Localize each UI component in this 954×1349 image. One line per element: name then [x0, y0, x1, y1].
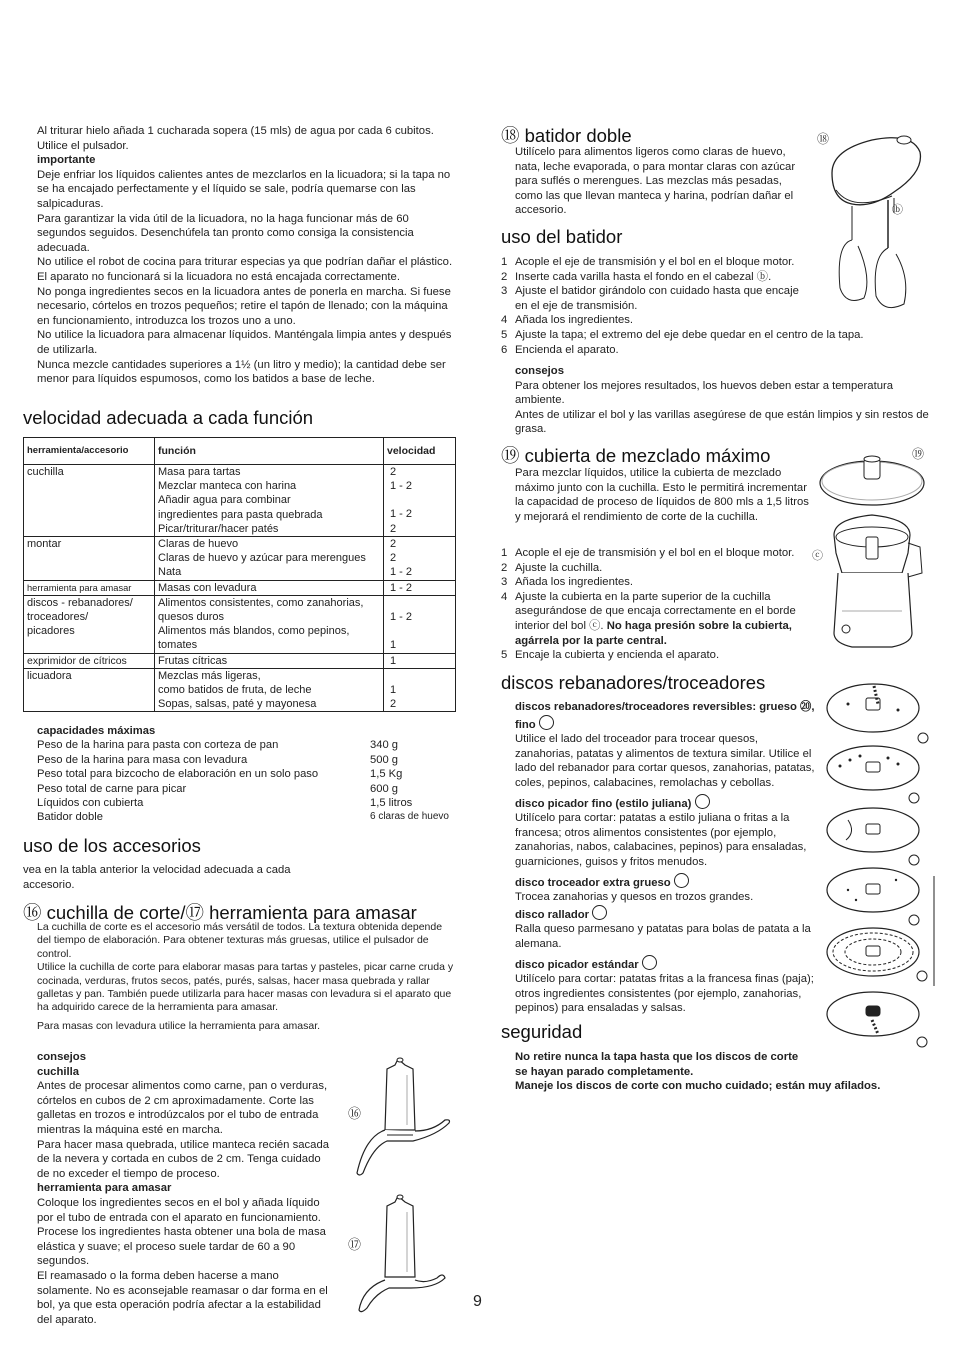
capacity-label: Peso total para bizcocho de elaboración en un solo paso: [37, 768, 319, 781]
function-line: ingredientes para pasta quebrada: [158, 508, 323, 521]
table-header-row: [24, 438, 456, 465]
important-line: No utilice la licuadora para almacenar líquidos. Manténgala limpia antes y después de utilizarla.: [37, 329, 452, 356]
function-cell: [155, 668, 384, 712]
blade-heading: ⑯ cuchilla de corte/⑰ herramienta para amasar: [23, 902, 417, 923]
disc-title: [515, 955, 815, 973]
step-text: [515, 590, 817, 648]
disc-text: Utilícelo para cortar: patatas fritas a la francesa finas (paja); otros ingredientes consistentes (por ejemplo, zanahorias, pepinos) para ensaladas y salsas.: [515, 973, 814, 1015]
discs-illustration: [818, 680, 938, 1060]
step-number: 3: [501, 285, 508, 298]
disc-extra-thick-icon: [827, 808, 919, 865]
tool-cell: herramienta para amasar: [24, 580, 155, 595]
list-item: [501, 343, 891, 358]
speed-line: 2: [390, 466, 397, 478]
capacities-block: [37, 724, 455, 825]
intro-line: Al triturar hielo añada 1 cucharada sopera (15 mls) de agua por cada 6 cubitos.: [37, 125, 434, 137]
important-line: Deje enfriar los líquidos calientes antes de mezclarlos en la licuadora; si la tapa no se ha encajado perfectamente y el líquido se sale, podría quemarse con las salpicaduras.: [37, 168, 451, 210]
speed-table: [23, 437, 456, 712]
step-warning: No haga presión sobre la cubierta, agárrela por la parte central.: [515, 619, 792, 647]
disc-standard-chipper-icon: [827, 928, 927, 981]
label-17: ⑰: [348, 1237, 362, 1252]
step-text: Añada los ingredientes.: [515, 576, 634, 589]
function-cell: [155, 537, 384, 581]
tool-cell: cuchilla: [24, 465, 155, 537]
disc-julienne-icon: [827, 746, 919, 803]
function-line: Alimentos más blandos, como pepinos,: [158, 625, 350, 638]
speed-cell: [384, 668, 456, 712]
speed-line: [390, 669, 452, 683]
function-line: tomates: [158, 639, 198, 652]
disc-title: [515, 873, 815, 891]
tips-text: Para hacer masa quebrada, utilice manteca recién sacada de la nevera y cortada en cubos de 2 cm. Tenga cuidado de no exceder el tiempo de proceso.: [37, 1138, 330, 1180]
capacity-value: 1,5 litros: [370, 797, 413, 810]
speed-line: 2: [390, 698, 397, 711]
function-line: Picar/triturar/hacer patés: [158, 522, 279, 535]
speed-line: 1 - 2: [390, 581, 413, 594]
speed-line: [390, 624, 452, 638]
speed-cell: [384, 465, 456, 537]
speed-line: 1: [390, 683, 397, 696]
function-line: Nata: [158, 566, 182, 579]
capacity-label: Peso de la harina para pasta con corteza de pan: [37, 739, 279, 752]
tool-cell: discos - rebanadores/ troceadores/ picadores: [24, 595, 155, 653]
disc-marker-icon: [674, 873, 689, 888]
step-text: Ajuste la cuchilla.: [515, 561, 603, 574]
list-item: [501, 546, 817, 561]
speed-cell: [384, 580, 456, 595]
speed-line: 1: [390, 654, 397, 667]
function-cell: [155, 653, 384, 668]
list-item: [501, 313, 891, 328]
disc-text: Ralla queso parmesano y patatas para bolas de patata a la alemana.: [515, 923, 811, 950]
disc-marker-icon: [592, 905, 607, 920]
table-row: [24, 668, 456, 712]
important-line: Nunca mezcle cantidades superiores a 1½ (un litro y medio); la cantidad debe ser menor para líquidos espumosos, como los batidos a base de leche.: [37, 358, 446, 386]
speed-line: 1 - 2: [390, 566, 413, 579]
disc-title-text: disco picador estándar: [515, 958, 639, 971]
safety-heading: seguridad: [501, 1021, 583, 1042]
whisk-text: Utilícelo para alimentos ligeros como claras de huevo, nata, leche evaporada, o para montar claras con azúcar para suflés o merengues. Las mezclas más pesadas, como las que llevan manteca y harina, podrían dañar el accesorio.: [515, 146, 796, 217]
function-line: Añadir agua para combinar: [158, 494, 291, 507]
list-item: [501, 255, 891, 270]
function-line: Claras de huevo y azúcar para merengues: [158, 552, 366, 565]
cutting-blade-icon: [345, 1055, 460, 1185]
disc-slicing-icon: [827, 992, 927, 1047]
step-text: Acople el eje de transmisión y el bol en el bloque motor.: [515, 256, 795, 268]
function-line: Frutas cítricas: [158, 654, 228, 667]
speed-line: [390, 493, 452, 507]
step-number: 3: [501, 576, 508, 589]
step-text: Inserte cada varilla hasta el fondo en el cabezal ⓑ.: [515, 270, 772, 283]
capacity-row: [37, 753, 455, 767]
list-item: [501, 284, 801, 313]
table-row: [24, 465, 456, 537]
safety-line: No retire nunca la tapa hasta que los discos de corte se hayan parado completamente.: [515, 1051, 799, 1078]
disc-marker-icon: [642, 955, 657, 970]
list-item: [501, 328, 891, 343]
capacity-label: Batidor doble: [37, 811, 103, 824]
intro-line: Utilice el pulsador.: [37, 139, 129, 152]
tips-text: Antes de procesar alimentos como carne, pan o verduras, córtelos en cubos de 2 cm aproximadamente. Corte las galletas en trozos e introdúzcalos por el tubo de entrada mientras la máquina esté en marcha.: [37, 1080, 328, 1136]
dough-tool-icon: [345, 1192, 460, 1322]
maxiblend-canopy-icon: [812, 443, 932, 658]
tips-text: El reamasado o la forma deben hacerse a mano solamente. No es aconsejable reamasar o dar forma en el bol, ya que esta operación podría afectar a la estabilidad del aparato.: [37, 1269, 328, 1326]
function-line: Mezclar manteca con harina: [158, 480, 297, 493]
disc-thick-thin-icon: [827, 684, 928, 743]
speed-cell: [384, 653, 456, 668]
important-line: El aparato no funcionará si la licuadora no está encajada correctamente.: [37, 270, 400, 283]
step-text: Ajuste el batidor girándolo con cuidado hasta que encaje en el eje de transmisión.: [515, 285, 799, 312]
tips-text: Coloque los ingredientes secos en el bol y añada líquido por el tubo de entrada con el aparato en funcionamiento. Procese los ingredientes hasta obtener una bola de masa elástica y suave; el proceso suele tardar de 60 a 90 segundos.: [37, 1196, 326, 1268]
disc-text: Utilícelo para cortar: patatas a estilo juliana o fritas a la francesa; otros alimentos consistentes (por ejemplo, zanahorias, nabos, calabacines, pepinos) para ensaladas, guarniciones, guisos y fritos menudos.: [515, 812, 807, 868]
capacity-row: [37, 796, 455, 810]
col-header-speed: velocidad: [384, 438, 456, 465]
speed-line: 1 - 2: [390, 508, 413, 521]
function-line: Sopas, salsas, paté y mayonesa: [158, 698, 317, 711]
discs-heading: discos rebanadores/troceadores: [501, 672, 766, 693]
disc-title-text: disco troceador extra grueso: [515, 876, 671, 889]
whisk-use-heading: uso del batidor: [501, 226, 623, 247]
disc-title-text: discos rebanadores/troceadores reversibles: grueso ⑳, fino: [515, 701, 815, 731]
speed-heading: velocidad adecuada a cada función: [23, 407, 314, 428]
step-number: 5: [501, 649, 508, 662]
list-item: [501, 648, 817, 663]
maxi-steps: [501, 546, 817, 663]
capacity-value: 600 g: [370, 782, 398, 795]
speed-line: 1 - 2: [390, 610, 413, 623]
page-number: 9: [473, 1293, 482, 1310]
step-number: 2: [501, 270, 508, 283]
step-number: 1: [501, 256, 508, 268]
capacity-label: Líquidos con cubierta: [37, 797, 144, 810]
function-cell: [155, 580, 384, 595]
tips-sub: cuchilla: [37, 1065, 80, 1078]
speed-line: [390, 596, 452, 610]
safety-block: [515, 1050, 895, 1094]
blade-tips: [37, 1050, 330, 1327]
discs-block: [515, 700, 815, 1016]
tips-heading: consejos: [37, 1051, 86, 1063]
table-row: [24, 537, 456, 581]
capacity-row: [37, 738, 455, 752]
capacity-row: [37, 782, 455, 796]
important-heading: importante: [37, 154, 96, 167]
intro-block: [37, 124, 455, 387]
capacity-value: 340 g: [370, 739, 398, 752]
label-b: ⓑ: [892, 204, 903, 216]
function-line: Claras de huevo: [158, 538, 239, 551]
label-18: ⑱: [817, 132, 830, 146]
label-c: ⓒ: [812, 550, 823, 562]
label-19: ⑲: [912, 447, 925, 461]
disc-text: Utilice el lado del troceador para trocear quesos, zanahorias, patatas y alimentos de textura similar. Utilice el lado del rebanador para cortar quesos, zanahorias, patatas, coles, pepinos, calabacines, remolachas y cebollas.: [515, 733, 815, 789]
blade-para: La cuchilla de corte es el accesorio más versátil de todos. La textura obtenida depende del tiempo de elaboración. Para obtener texturas más gruesas, utilice el pulsador de control.: [37, 921, 443, 960]
step-number: 6: [501, 343, 508, 356]
function-line: quesos duros: [158, 611, 225, 624]
function-line: Alimentos consistentes, como zanahorias,: [158, 596, 364, 609]
disc-marker-icon: [539, 715, 554, 730]
step-text-plain: Ajuste la cubierta en la parte superior de la cuchilla asegurándose de que encaja correctamente en el borde interior del bol ⓒ.: [515, 590, 796, 632]
step-number: 4: [501, 314, 508, 327]
disc-marker-icon: [695, 794, 710, 809]
blade-para: Utilice la cuchilla de corte para elaborar masas para tartas y pasteles, picar carne cruda y cocinada, verduras, frutos secos, patés, purés, salsas, hacer masa quebrada y rallar galletas y pan. También puede utilizarla para hacer masas con levadura si el aparato que ha adquirido carece de la herramienta para amasar.: [37, 961, 454, 1014]
list-item: [501, 561, 817, 576]
function-line: Masas con levadura: [158, 581, 257, 594]
speed-cell: [384, 595, 456, 653]
important-line: No utilice el robot de cocina para triturar especias ya que podrían dañar el plástico.: [37, 256, 453, 269]
whisk-tips: [515, 364, 930, 437]
important-line: No ponga ingredientes secos en la licuadora antes de ponerla en marcha. Si fuese necesario, córtelos en trozos pequeños; retire el tapón de llenado; con la máquina en funcionamiento, introduzca los trozos uno a uno.: [37, 285, 451, 327]
cutting-discs-icon: [818, 680, 938, 1060]
step-text: Encaje la cubierta y encienda el aparato.: [515, 649, 720, 662]
function-cell: [155, 465, 384, 537]
col-header-tool: herramienta/accesorio: [24, 438, 155, 465]
speed-line: 2: [390, 538, 397, 551]
capacity-value: 6 claras de huevo: [370, 811, 449, 823]
speed-line: 1: [390, 639, 397, 652]
list-item: [501, 575, 817, 590]
tips-sub: herramienta para amasar: [37, 1182, 172, 1195]
capacity-row: [37, 767, 455, 781]
list-item: [501, 590, 817, 648]
disc-title: [515, 700, 815, 732]
step-number: 1: [501, 547, 508, 559]
step-text: Añada los ingredientes.: [515, 314, 634, 327]
disc-text: Trocea zanahorias y quesos en trozos grandes.: [515, 891, 754, 904]
disc-title: [515, 794, 815, 812]
table-row: [24, 653, 456, 668]
capacity-label: Peso de la harina para masa con levadura: [37, 753, 248, 766]
function-cell: [155, 595, 384, 653]
col-header-function: función: [155, 438, 384, 465]
capacity-label: Peso total de carne para picar: [37, 782, 187, 795]
blade-block: [37, 921, 457, 1033]
maxi-heading: ⑲ cubierta de mezclado máximo: [501, 445, 771, 466]
important-line: Para garantizar la vida útil de la licuadora, no la haga funcionar más de 60 segundos seguidos. Desenchúfela tan pronto como consiga la consistencia adecuada.: [37, 212, 414, 254]
maxi-illustration: [812, 443, 932, 658]
safety-line: Maneje los discos de corte con mucho cuidado; están muy afilados.: [515, 1080, 881, 1093]
function-line: Mezclas más ligeras,: [158, 669, 261, 682]
tips-text: Para obtener los mejores resultados, los huevos deben estar a temperatura ambiente.: [515, 379, 894, 407]
dough-tool-illustration: [345, 1192, 460, 1322]
blade-para: Para masas con levadura utilice la herramienta para amasar.: [37, 1019, 321, 1032]
step-text: Encienda el aparato.: [515, 343, 619, 356]
tool-cell: licuadora: [24, 668, 155, 712]
disc-title-text: disco rallador: [515, 908, 590, 921]
speed-line: 2: [390, 552, 397, 565]
label-16: ⑯: [348, 1106, 362, 1121]
table-row: [24, 580, 456, 595]
whisk-heading: ⑱ batidor doble: [501, 125, 632, 146]
table-row: [24, 595, 456, 653]
list-item: [501, 270, 891, 285]
function-line: Masa para tartas: [158, 466, 241, 478]
accessories-heading: uso de los accesorios: [23, 835, 201, 856]
disc-grating-icon: [827, 868, 919, 925]
disc-title-text: disco picador fino (estilo juliana): [515, 797, 692, 810]
step-text: Acople el eje de transmisión y el bol en el bloque motor.: [515, 547, 795, 559]
tips-heading: consejos: [515, 365, 564, 377]
capacities-heading: capacidades máximas: [37, 725, 156, 737]
maxi-text: Para mezclar líquidos, utilice la cubierta de mezclado máximo junto con la cuchilla. Esto le permitirá incrementar la capacidad de proceso de líquidos de 800 mls a 1,5 litros y mejorará el rendimiento de corte de la cuchilla.: [515, 467, 809, 523]
step-number: 2: [501, 561, 508, 574]
step-text: Ajuste la tapa; el extremo del eje debe quedar en el centro de la tapa.: [515, 328, 864, 341]
function-line: como batidos de fruta, de leche: [158, 684, 312, 697]
tips-text: Antes de utilizar el bol y las varillas asegúrese de que están limpios y sin restos de grasa.: [515, 408, 929, 436]
tool-cell: exprimidor de cítricos: [24, 653, 155, 668]
speed-line: 2: [390, 522, 397, 535]
blade-illustration: [345, 1055, 460, 1185]
tool-cell: montar: [24, 537, 155, 581]
speed-line: 1 - 2: [390, 480, 413, 493]
whisk-steps: [501, 255, 891, 357]
capacity-value: 500 g: [370, 753, 398, 766]
disc-title: [515, 905, 815, 923]
speed-cell: [384, 537, 456, 581]
step-number: 5: [501, 328, 508, 341]
capacity-value: 1,5 Kg: [370, 768, 403, 781]
step-number: 4: [501, 590, 508, 603]
accessories-text: vea en la tabla anterior la velocidad adecuada a cada accesorio.: [23, 864, 291, 891]
capacity-row: [37, 810, 455, 824]
